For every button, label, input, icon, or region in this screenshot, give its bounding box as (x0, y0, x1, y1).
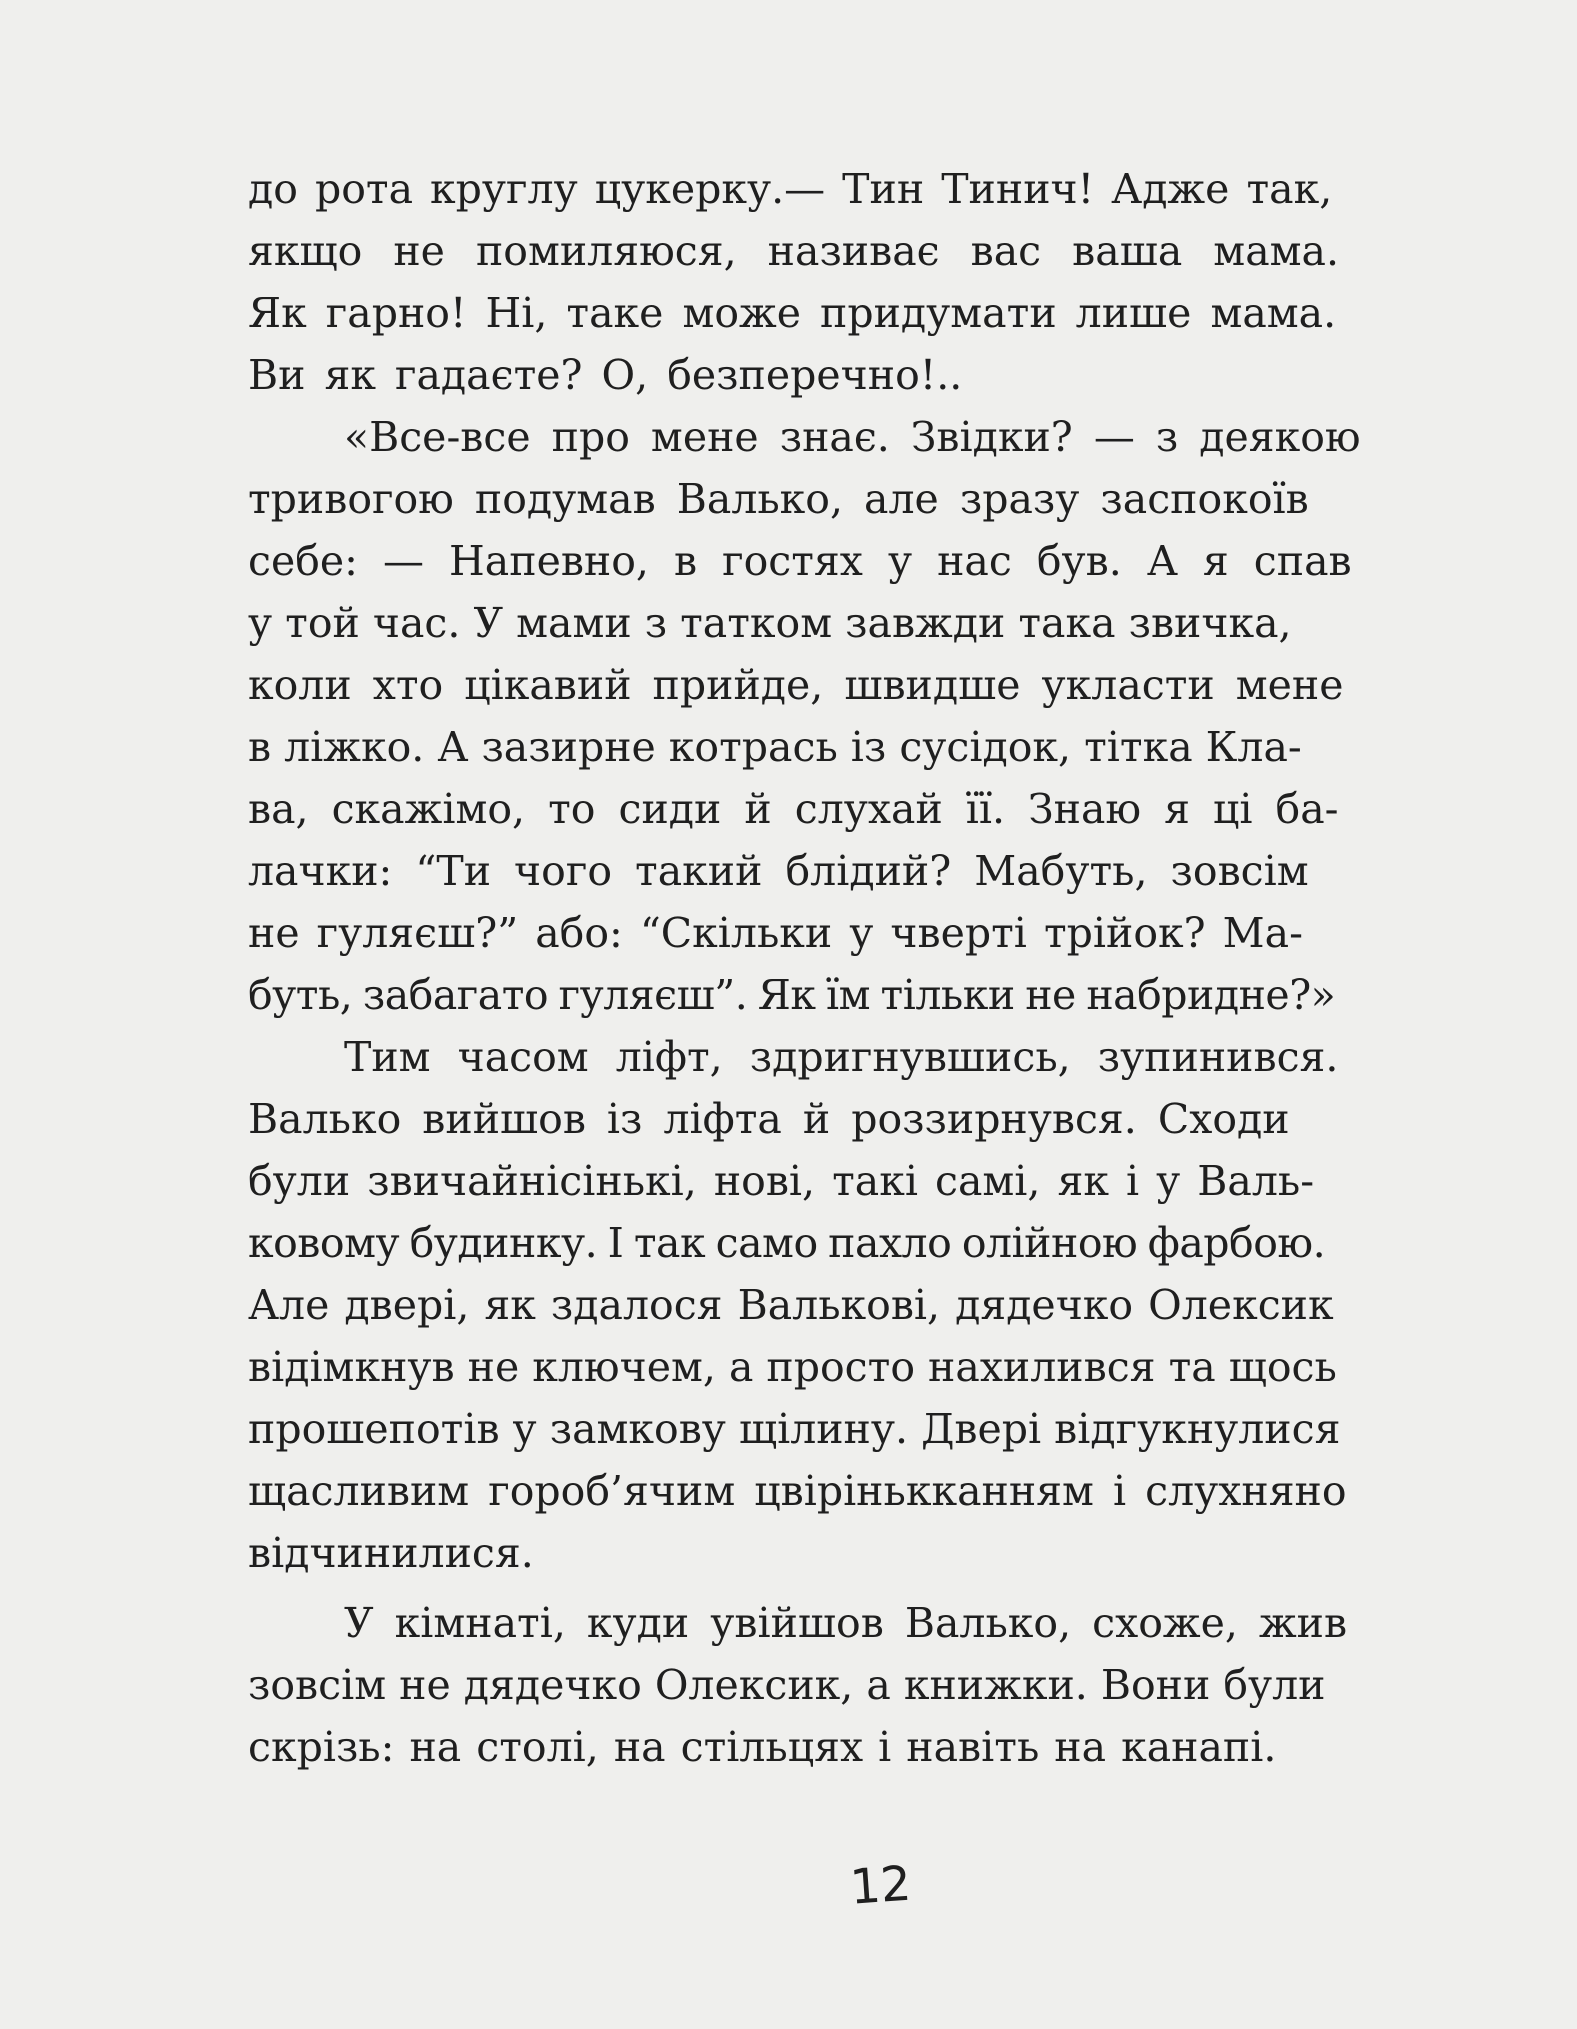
text-line: «Все-все про мене знає. Звідки? — з деякою (344, 413, 1361, 461)
text-line: щасливим гороб’ячим цвірінькканням і слухняно (248, 1467, 1347, 1515)
paragraph-gap (248, 1584, 1498, 1592)
text-line: Ви як гадаєте? О, безперечно!.. (248, 351, 963, 399)
text-line: скрізь: на столі, на стільцях і навіть на канапі. (248, 1723, 1277, 1771)
text-line: тривогою подумав Валько, але зразу заспокоїв (248, 475, 1309, 523)
text-line: Валько вийшов із ліфта й роззирнувся. Сходи (248, 1095, 1290, 1143)
text-line: прошепотів у замкову щілину. Двері відгукнулися (248, 1405, 1341, 1453)
text-line: ковому будинку. І так само пахло олійною фарбою. (248, 1219, 1326, 1267)
text-line: коли хто цікавий прийде, швидше укласти мене (248, 661, 1344, 709)
body-text (248, 158, 1498, 1778)
text-line: були звичайнісінькі, нові, такі самі, як і у Валь- (248, 1157, 1315, 1205)
text-line: зовсім не дядечко Олексик, а книжки. Вони були (248, 1661, 1326, 1709)
text-line: Тим часом ліфт, здригнувшись, зупинився. (344, 1033, 1339, 1081)
text-line: буть, забагато гуляєш”. Як їм тільки не набридне?» (248, 971, 1336, 1019)
text-line: якщо не помиляюся, називає вас ваша мама. (248, 227, 1339, 275)
text-line: не гуляєш?” або: “Скільки у чверті трійок? Ма- (248, 909, 1303, 957)
text-line: Як гарно! Ні, таке може придумати лише мама. (248, 289, 1337, 337)
text-line: У кімнаті, куди увійшов Валько, схоже, жив (344, 1599, 1348, 1647)
page-number: 12 (848, 1855, 913, 1916)
text-line: себе: — Напевно, в гостях у нас був. А я спав (248, 537, 1352, 585)
text-line: до рота круглу цукерку.— Тин Тинич! Адже так, (248, 165, 1333, 213)
text-line: відімкнув не ключем, а просто нахилився та щось (248, 1343, 1337, 1391)
text-line: в ліжко. А зазирне котрась із сусідок, тітка Кла- (248, 723, 1302, 771)
text-line: Але двері, як здалося Валькові, дядечко Олексик (248, 1281, 1334, 1329)
text-line: у той час. У мами з татком завжди така звичка, (248, 599, 1292, 647)
text-line: лачки: “Ти чого такий блідий? Мабуть, зовсім (248, 847, 1309, 895)
text-line: відчинилися. (248, 1529, 534, 1577)
text-line: ва, скажімо, то сиди й слухай її. Знаю я ці ба- (248, 785, 1339, 833)
